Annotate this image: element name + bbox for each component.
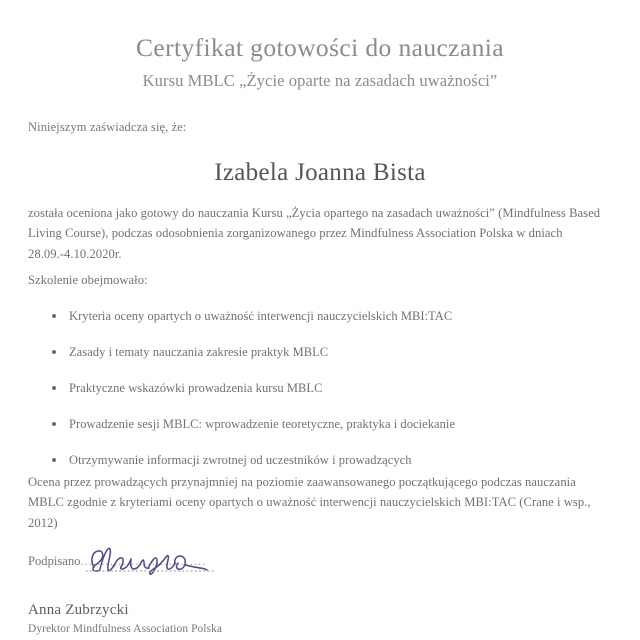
assessment-paragraph: Ocena przez prowadzących przynajmniej na poziomie zaawansowanego początkującego podczas nauczania MBLC zgodnie z kryteriami oceny opartych o uważność interwencji nauczycielskich MBI:TAC (Crane i wsp., 2012) [28,475,591,530]
signatory-role: Dyrektor Mindfulness Association Polska [28,623,223,635]
bullet-icon [52,458,56,462]
signature-line [28,554,348,569]
intro-text: Niniejszym zaświadcza się, że: [28,120,187,134]
list-item [52,380,612,398]
list-item [52,452,612,470]
list-item-label: Kryteria oceny opartych o uważność interwencji nauczycielskich MBI:TAC [69,309,453,323]
bullet-icon [52,350,56,354]
training-items-list [52,308,612,488]
main-paragraph: została oceniona jako gotowy do nauczania Kursu „Życia opartego na zasadach uważności” (Mindfulness Based Living Course), podczas odosobnienia zorganizowanego przez Mindfulness Association Polska w dniach 28.09.-4.10.2020r. [28,206,601,261]
certificate-title: Certyfikat gotowości do nauczania [136,33,504,62]
signature-label: Podpisano [28,554,81,568]
recipient-name: Izabela Joanna Bista [214,159,426,186]
training-lead-in: Szkolenie obejmowało: [28,273,148,287]
list-item-label: Zasady i tematy nauczania zakresie praktyk MBLC [69,345,329,359]
list-item [52,416,612,434]
signatory-name: Anna Zubrzycki [28,602,129,618]
list-item [52,344,612,362]
signature-block [28,554,348,634]
list-item-label: Otrzymywanie informacji zwrotnej od uczestników i prowadzących [69,453,412,467]
bullet-icon [52,314,56,318]
list-item [52,308,612,326]
certificate-subtitle: Kursu MBLC „Życie oparte na zasadach uważności” [142,71,498,91]
bullet-icon [52,386,56,390]
bullet-icon [52,422,56,426]
list-item-label: Prowadzenie sesji MBLC: wprowadzenie teoretyczne, praktyka i dociekanie [69,417,456,431]
signature-dots: .............................. [80,554,207,568]
certificate-heading [0,0,640,91]
list-item-label: Praktyczne wskazówki prowadzenia kursu MBLC [69,381,323,395]
